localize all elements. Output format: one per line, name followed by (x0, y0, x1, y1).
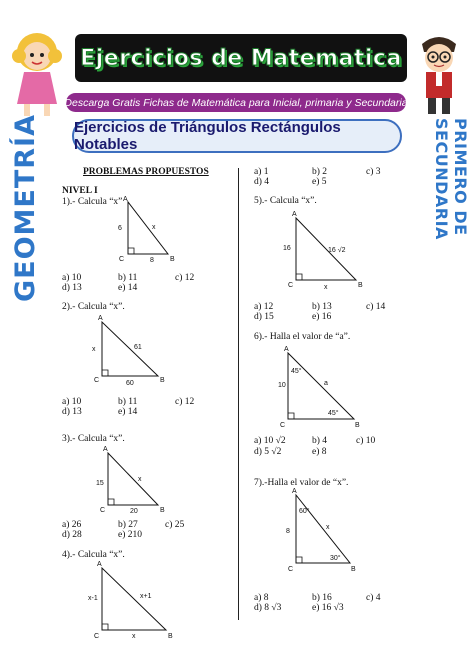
vertex-c: C (119, 256, 125, 263)
problem-7-figure (282, 487, 362, 575)
column-divider (238, 168, 239, 620)
side-bottom: x (324, 284, 328, 291)
side-left: x (92, 346, 96, 353)
vertex-a: A (97, 561, 102, 568)
problem-4-option-d: d) 4 (254, 177, 270, 187)
side-left: 16 (283, 245, 291, 252)
vertex-b: B (160, 377, 165, 384)
problem-6-option-a: a) 10 √2 (254, 436, 286, 446)
vertex-a: A (292, 211, 297, 218)
problem-1-option-d: d) 13 (62, 283, 82, 293)
problem-5-option-e: e) 16 (312, 312, 332, 322)
problem-3-question: 3).- Calcula “x”. (62, 434, 125, 444)
problem-5-question: 5).- Calcula “x”. (254, 196, 317, 206)
level-heading: NIVEL I (62, 186, 98, 196)
problem-3-option-d: d) 28 (62, 530, 82, 540)
problem-5-option-d: d) 15 (254, 312, 274, 322)
side-bottom: 8 (150, 257, 154, 264)
side-bottom: x (132, 633, 136, 640)
side-hyp: a (324, 380, 328, 387)
angle-bottom: 30° (330, 555, 341, 562)
grade-label: PRIMERO DE SECUNDARIA (432, 118, 470, 240)
vertex-b: B (160, 507, 165, 514)
problem-2-figure (88, 312, 168, 390)
problem-2-option-a: a) 10 (62, 397, 82, 407)
problem-5-option-a: a) 12 (254, 302, 274, 312)
side-left: 6 (118, 225, 122, 232)
problem-1-option-b: b) 11 (118, 273, 138, 283)
boy-mascot (406, 30, 472, 118)
problem-4-option-c: c) 3 (366, 167, 381, 177)
problem-2-question: 2).- Calcula “x”. (62, 302, 125, 312)
angle-top: 60° (299, 508, 310, 515)
problem-5-figure (280, 208, 370, 292)
vertex-b: B (168, 633, 173, 640)
problem-1-option-c: c) 12 (175, 273, 195, 283)
vertex-c: C (94, 377, 100, 384)
problem-7-option-d: d) 8 √3 (254, 603, 282, 613)
problem-6-question: 6).- Halla el valor de “a”. (254, 332, 351, 342)
vertex-a: A (103, 446, 108, 453)
side-hyp: x (326, 524, 330, 531)
problem-4-option-e: e) 5 (312, 177, 327, 187)
vertex-a: A (98, 315, 103, 322)
side-hyp: x (152, 224, 156, 231)
vertex-c: C (94, 633, 100, 640)
problem-4-option-a: a) 1 (254, 167, 269, 177)
subtitle-bar: Descarga Gratis Fichas de Matemática para Inicial, primaria y Secundaria (66, 93, 406, 112)
problem-1-figure (112, 192, 182, 267)
angle-bottom: 45° (328, 410, 339, 417)
problem-1-option-a: a) 10 (62, 273, 82, 283)
problem-3-figure (88, 443, 168, 521)
angle-top: 45° (291, 368, 302, 375)
problem-6-option-e: e) 8 (312, 447, 327, 457)
side-left: 15 (96, 480, 104, 487)
problem-5-option-c: c) 14 (366, 302, 386, 312)
vertex-a: A (284, 346, 289, 353)
problem-3-option-b: b) 27 (118, 520, 138, 530)
problem-2-option-c: c) 12 (175, 397, 195, 407)
problem-3-option-c: c) 25 (165, 520, 185, 530)
problem-4-option-b: b) 2 (312, 167, 328, 177)
problem-2-option-d: d) 13 (62, 407, 82, 417)
side-left: x-1 (88, 595, 98, 602)
side-bottom: 60 (126, 380, 134, 387)
worksheet-title: Ejercicios de Triángulos Rectángulos Notables (72, 119, 402, 153)
problem-5-option-b: b) 13 (312, 302, 332, 312)
side-left: 8 (286, 528, 290, 535)
side-left: 10 (278, 382, 286, 389)
problem-4-question: 4).- Calcula “x”. (62, 550, 125, 560)
problem-7-option-b: b) 16 (312, 593, 332, 603)
problem-3-option-a: a) 26 (62, 520, 82, 530)
vertex-b: B (351, 566, 356, 573)
problem-1-option-e: e) 14 (118, 283, 138, 293)
problem-1-question: 1).- Calcula “x” (62, 197, 123, 207)
subject-label: GEOMETRÍA (9, 113, 41, 303)
problem-6-option-b: b) 4 (312, 436, 328, 446)
vertex-b: B (170, 256, 175, 263)
site-title: Ejercicios de Matematica (75, 34, 407, 82)
side-hyp: x+1 (140, 593, 152, 600)
vertex-c: C (288, 566, 294, 573)
side-bottom: 20 (130, 508, 138, 515)
side-hyp: 16 √2 (328, 247, 346, 254)
problem-7-option-a: a) 8 (254, 593, 269, 603)
section-heading: PROBLEMAS PROPUESTOS (83, 167, 209, 177)
side-hyp: 61 (134, 344, 142, 351)
vertex-c: C (280, 422, 286, 429)
side-hyp: x (138, 476, 142, 483)
vertex-a: A (123, 196, 128, 203)
problem-6-option-d: d) 5 √2 (254, 447, 282, 457)
vertex-b: B (355, 422, 360, 429)
vertex-c: C (288, 282, 294, 289)
problem-7-question: 7).-Halla el valor de “x”. (254, 478, 349, 488)
problem-6-figure (278, 343, 364, 431)
problem-3-option-e: e) 210 (118, 530, 143, 540)
problem-2-option-b: b) 11 (118, 397, 138, 407)
girl-mascot (2, 26, 72, 120)
problem-6-option-c: c) 10 (356, 436, 376, 446)
problem-7-option-c: c) 4 (366, 593, 381, 603)
problem-7-option-e: e) 16 √3 (312, 603, 344, 613)
problem-4-figure (84, 558, 184, 640)
vertex-c: C (100, 507, 106, 514)
vertex-a: A (292, 488, 297, 495)
problem-2-option-e: e) 14 (118, 407, 138, 417)
vertex-b: B (358, 282, 363, 289)
